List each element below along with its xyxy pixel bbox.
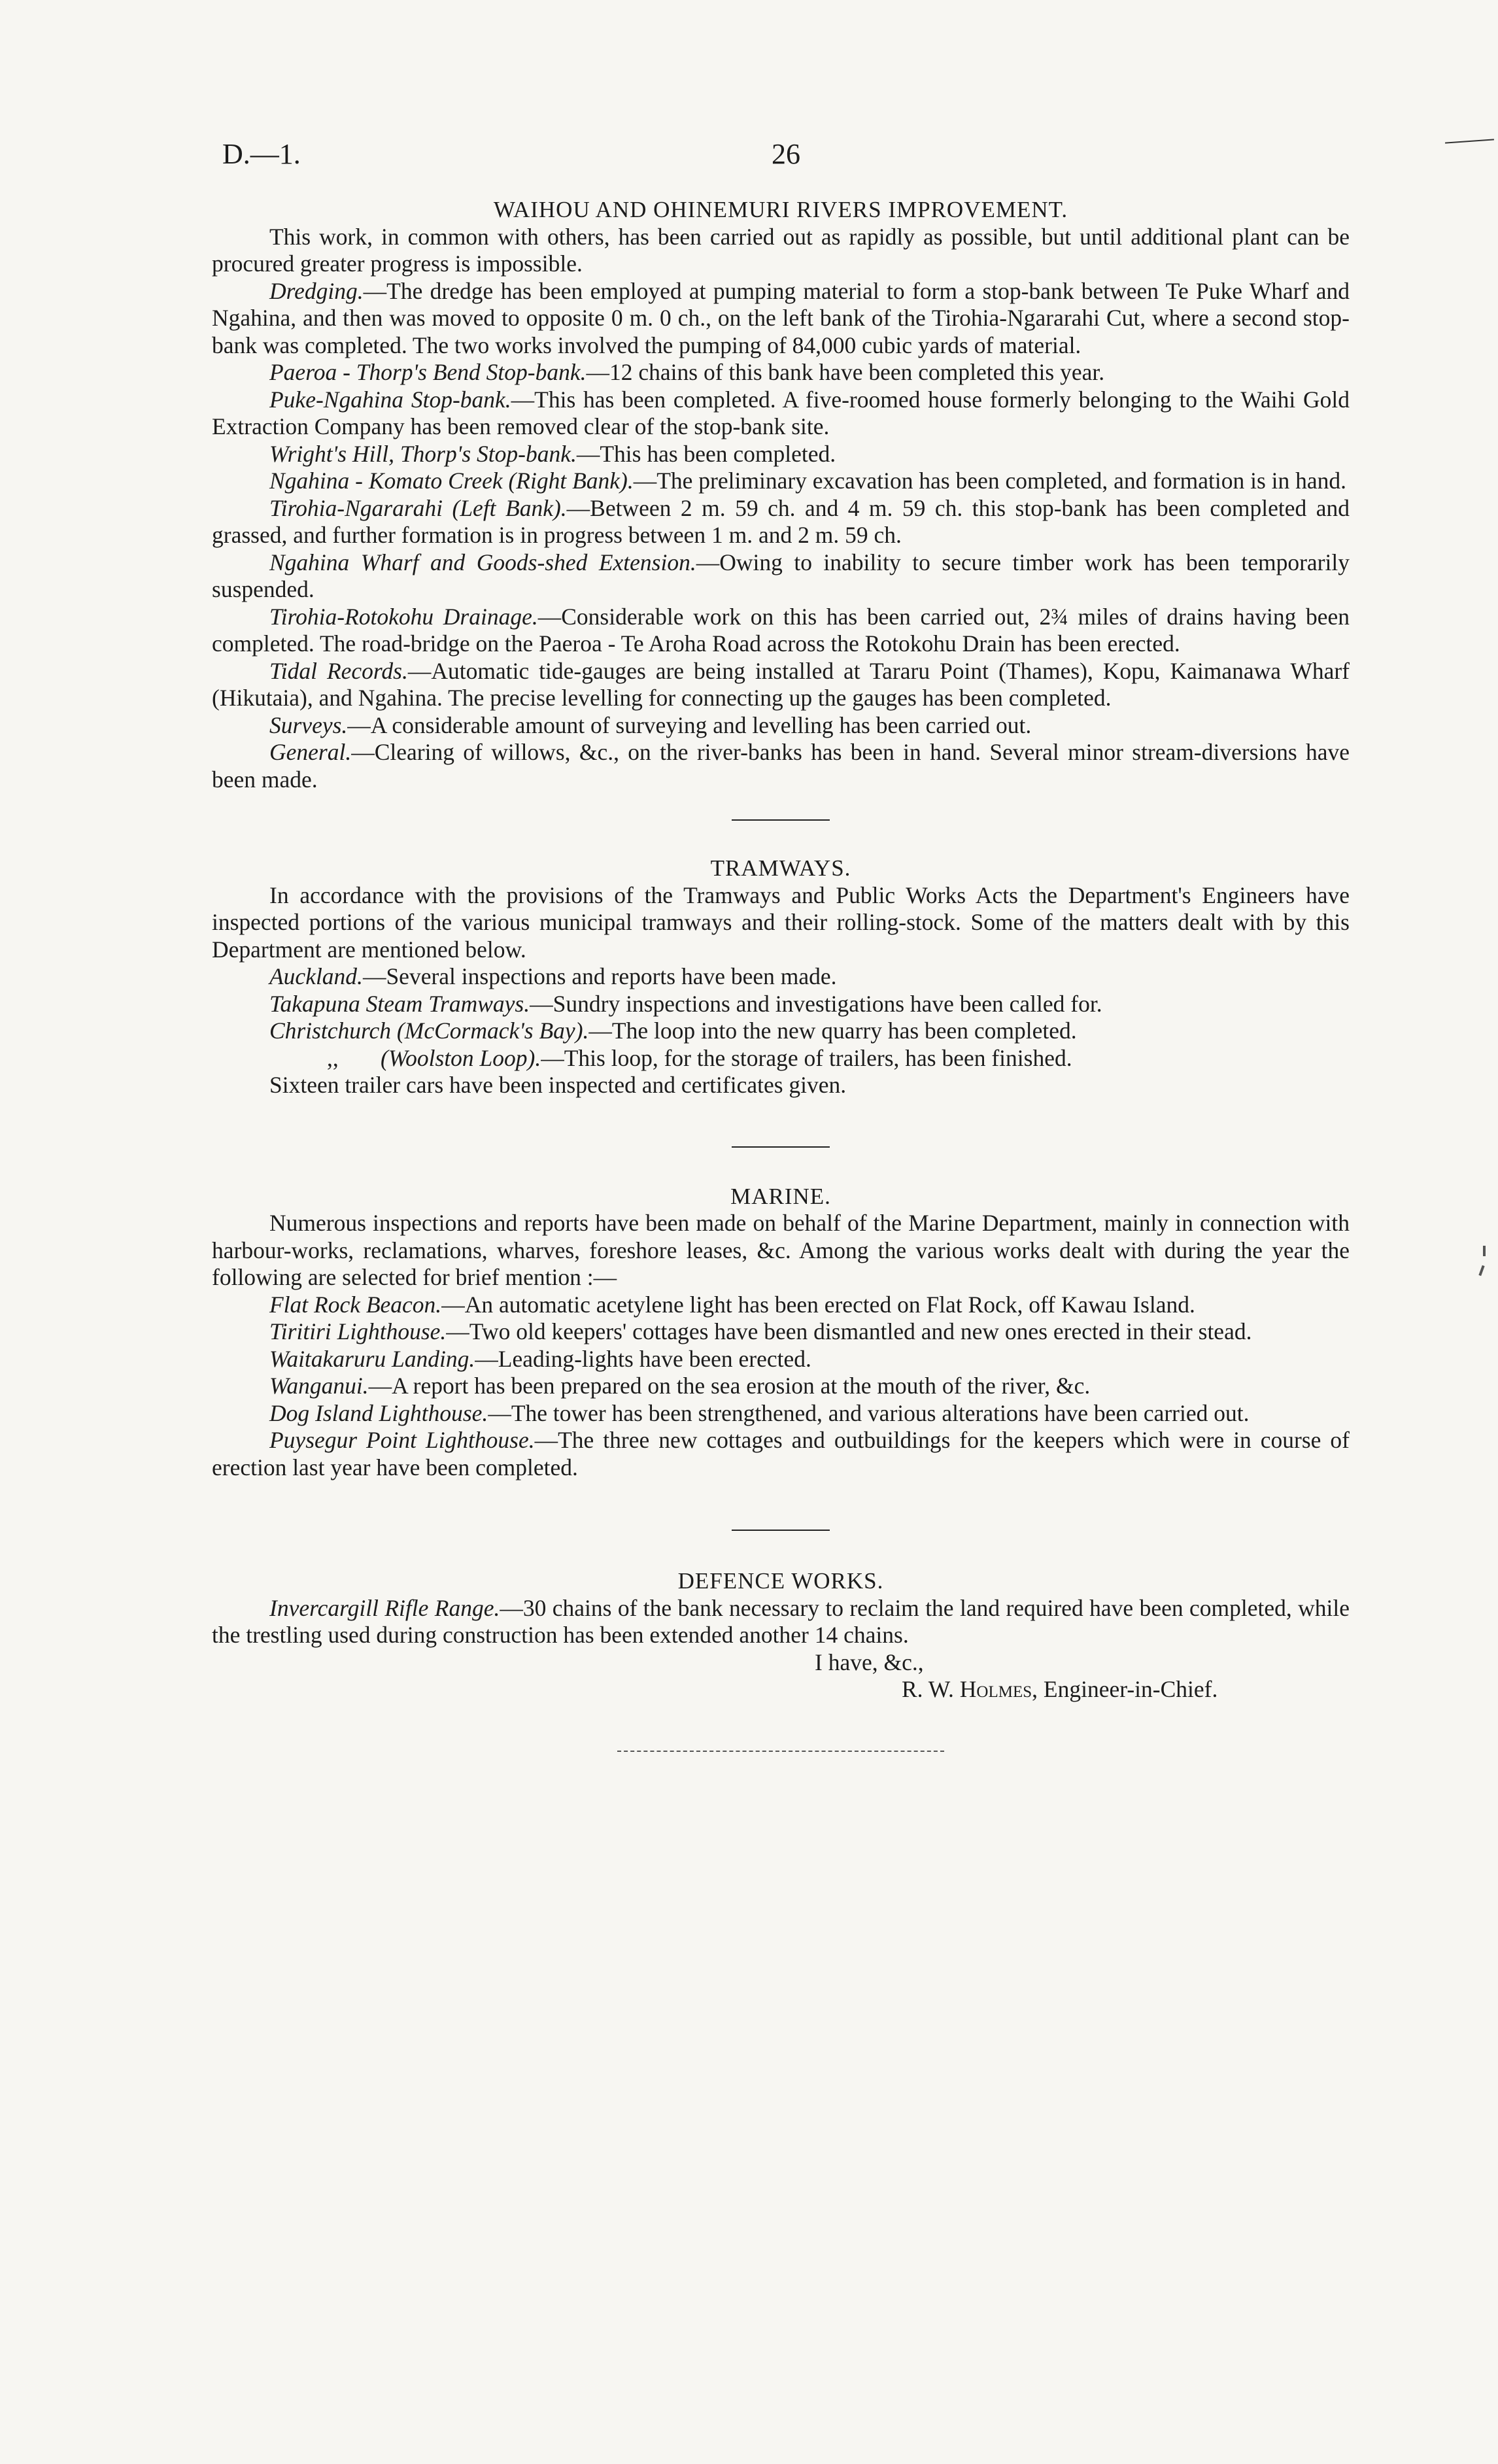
paragraph-item (212, 359, 1350, 386)
paragraph-item (212, 712, 1350, 740)
item-text: —This has been completed. (576, 440, 836, 467)
paragraph-item (212, 468, 1350, 495)
item-text: —Leading-lights have been erected. (475, 1345, 811, 1372)
item-text: —A considerable amount of surveying and levelling has been carried out. (347, 711, 1032, 738)
ditto-mark: ,, (327, 1044, 339, 1071)
item-heading: Puke-Ngahina Stop-bank. (269, 386, 511, 413)
paragraph-item (212, 1346, 1350, 1373)
paragraph-item (212, 386, 1350, 441)
section-divider (732, 1146, 830, 1148)
paragraph-item (212, 1292, 1350, 1319)
paragraph-item (212, 1427, 1350, 1481)
item-heading: Dog Island Lighthouse. (269, 1399, 488, 1426)
paragraph-item (212, 739, 1350, 793)
item-heading: Paeroa - Thorp's Bend Stop-bank. (269, 359, 587, 385)
paragraph-item (212, 1595, 1350, 1649)
item-text: —A report has been prepared on the sea erosion at the mouth of the river, &c. (368, 1373, 1091, 1399)
section-title-defence: DEFENCE WORKS. (677, 1568, 884, 1594)
section-divider (732, 1530, 830, 1531)
item-text: —This loop, for the storage of trailers, has been finished. (541, 1044, 1072, 1071)
item-heading: Tiritiri Lighthouse. (269, 1318, 447, 1344)
body-text (212, 196, 1350, 1752)
item-text: —Considerable work on this has been carried out, 2¾ miles of drains having been completed. The road-bridge on the Paeroa - Te Aroha Road across the Rotokohu Drain has been erected. (212, 603, 1350, 657)
item-heading: Dredging. (269, 277, 364, 304)
item-heading: Tirohia-Rotokohu Drainage. (269, 603, 538, 630)
end-rule (617, 1751, 944, 1752)
item-text: —The loop into the new quarry has been completed. (588, 1018, 1077, 1044)
paragraph-item (212, 658, 1350, 712)
item-heading: Surveys. (269, 711, 348, 738)
paragraph-item (212, 1018, 1350, 1045)
item-text: —Clearing of willows, &c., on the river-banks has been in hand. Several minor stream-diversions have been made. (212, 739, 1350, 793)
paragraph-item (212, 1400, 1350, 1428)
item-text: —Several inspections and reports have been made. (362, 963, 837, 989)
signoff-title: , Engineer-in-Chief. (1032, 1676, 1218, 1702)
signoff-name: R. W. Holmes (902, 1676, 1032, 1702)
item-heading: General. (269, 739, 352, 765)
item-text: —Automatic tide-gauges are being installed at Tararu Point (Thames), Kopu, Kaimanawa Wharf (Hikutaia), and Ngahina. The precise levelling for connecting up the gauges has been completed. (212, 657, 1350, 711)
section-title-waihou: WAIHOU AND OHINEMURI RIVERS IMPROVEMENT. (493, 197, 1068, 222)
paragraph-intro: In accordance with the provisions of the Tramways and Public Works Acts the Department's Engineers have inspected portions of the various municipal tramways and their rolling-stock. Some of the matters dealt with by this Department are mentioned below. (212, 881, 1350, 963)
paragraph-item (212, 495, 1350, 549)
paragraph-item (212, 604, 1350, 658)
page-number: 26 (772, 138, 800, 170)
item-heading: Christchurch (McCormack's Bay). (269, 1018, 589, 1044)
section-divider (732, 819, 830, 821)
item-heading: (Woolston Loop). (381, 1044, 541, 1071)
paragraph-item (212, 1318, 1350, 1346)
item-heading: Wanganui. (269, 1373, 369, 1399)
paragraph-intro: This work, in common with others, has been carried out as rapidly as possible, but until additional plant can be procured greater progress is impossible. (212, 223, 1350, 277)
item-text: —Owing to inability to secure timber work has been temporarily suspended. (212, 549, 1350, 602)
item-heading: Tidal Records. (269, 657, 408, 684)
paragraph-item (212, 1045, 1350, 1072)
paragraph-item (212, 991, 1350, 1018)
item-text: —The dredge has been employed at pumping material to form a stop-bank between Te Puke Wharf and Ngahina, and then was moved to opposite 0 m. 0 ch., on the left bank of the Tirohia-Ngararahi Cut, where a second stop-bank was completed. The two works involved the pumping of 84,000 cubic yards of material. (212, 277, 1350, 358)
section-title-tramways: TRAMWAYS. (710, 855, 851, 881)
paragraph-intro: Numerous inspections and reports have been made on behalf of the Marine Department, mainly in connection with harbour-works, reclamations, wharves, foreshore leases, &c. Among the various works dealt with during the year the following are selected for brief mention :— (212, 1210, 1350, 1290)
item-heading: Tirohia-Ngararahi (Left Bank). (269, 494, 567, 521)
section-title-marine: MARINE. (730, 1183, 831, 1209)
item-heading: Ngahina Wharf and Goods-shed Extension. (269, 549, 696, 575)
paragraph-item (212, 1373, 1350, 1400)
item-text: —12 chains of this bank have been completed this year. (586, 359, 1105, 385)
item-heading: Invercargill Rifle Range. (269, 1594, 500, 1621)
signoff-greeting: I have, &c., (815, 1649, 924, 1675)
paragraph-closing: Sixteen trailer cars have been inspected and certificates given. (269, 1072, 847, 1098)
paragraph-item (212, 549, 1350, 604)
item-heading: Takapuna Steam Tramways. (269, 990, 530, 1017)
item-heading: Waitakaruru Landing. (269, 1345, 475, 1372)
item-heading: Wright's Hill, Thorp's Stop-bank. (269, 440, 577, 467)
paragraph-item (212, 963, 1350, 991)
item-heading: Puysegur Point Lighthouse. (269, 1427, 535, 1453)
item-text: —Between 2 m. 59 ch. and 4 m. 59 ch. this stop-bank has been completed and grassed, and further formation is in progress between 1 m. and 2 m. 59 ch. (212, 494, 1350, 548)
margin-speck (1483, 1246, 1486, 1256)
margin-speck (1478, 1265, 1484, 1276)
item-heading: Auckland. (269, 963, 363, 989)
signoff-signature (212, 1676, 1350, 1703)
item-heading: Flat Rock Beacon. (269, 1291, 442, 1318)
paragraph-item (212, 278, 1350, 360)
item-text: —Two old keepers' cottages have been dismantled and new ones erected in their stead. (446, 1318, 1252, 1344)
item-text: —The preliminary excavation has been completed, and formation is in hand. (633, 468, 1347, 494)
paragraph-item (212, 441, 1350, 468)
document-reference: D.—1. (222, 138, 301, 170)
item-text: —The tower has been strengthened, and various alterations have been carried out. (488, 1399, 1250, 1426)
item-text: —This has been completed. A five-roomed house formerly belonging to the Waihi Gold Extraction Company has been removed clear of the stop-bank site. (212, 386, 1350, 439)
item-heading: Ngahina - Komato Creek (Right Bank). (269, 468, 634, 494)
item-text: —Sundry inspections and investigations have been called for. (530, 990, 1102, 1017)
item-text: —An automatic acetylene light has been erected on Flat Rock, off Kawau Island. (441, 1291, 1195, 1318)
item-text: —30 chains of the bank necessary to reclaim the land required have been completed, while the trestling used during construction has been extended another 14 chains. (212, 1594, 1350, 1648)
item-text: —The three new cottages and outbuildings for the keepers which were in course of erection last year have been completed. (212, 1427, 1350, 1480)
edge-mark (1445, 139, 1494, 143)
